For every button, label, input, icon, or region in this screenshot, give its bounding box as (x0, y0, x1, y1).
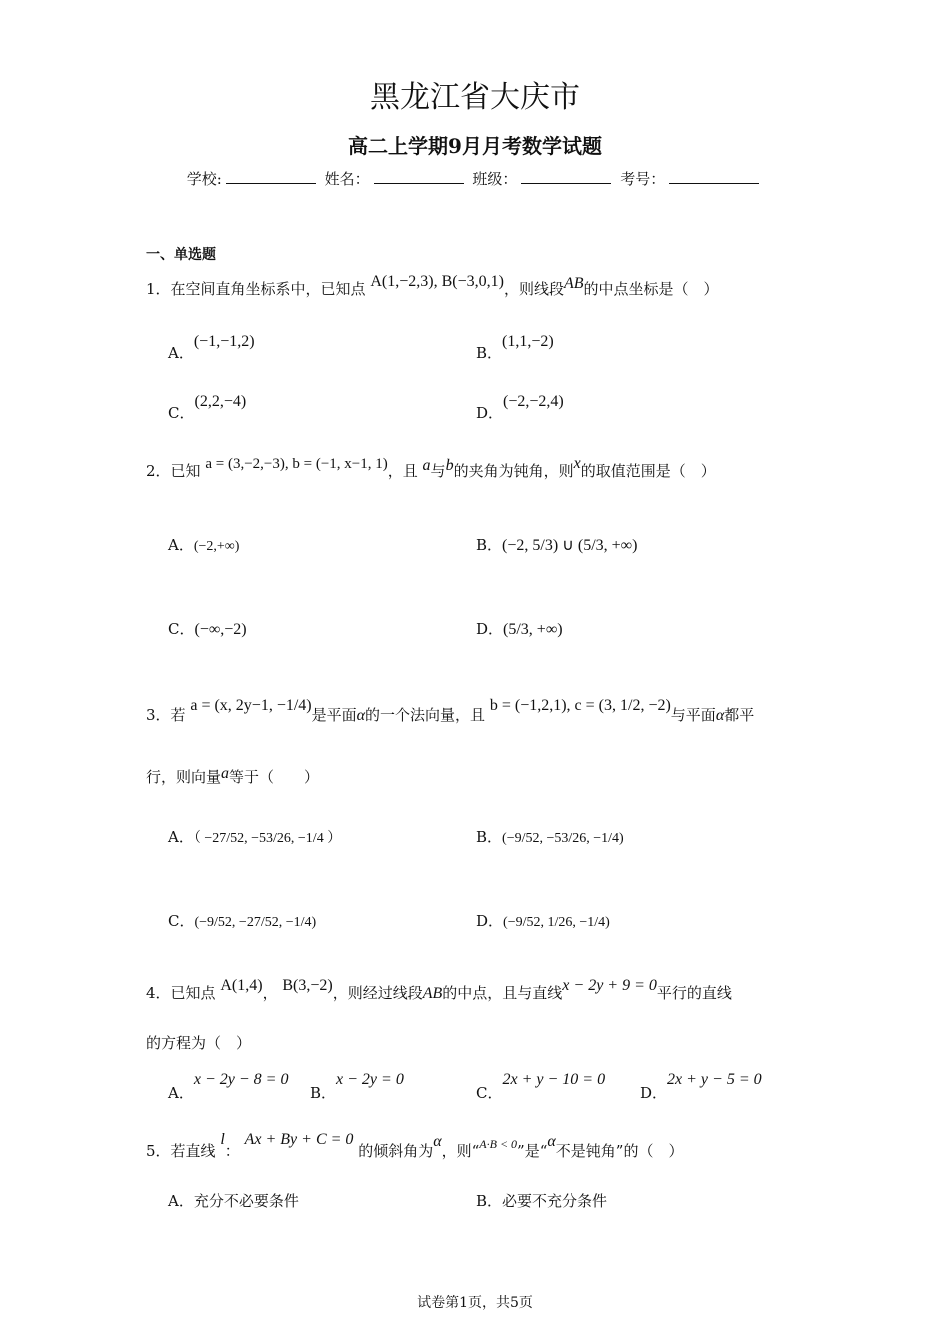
option-value: (2,2,−4) (194, 393, 247, 410)
question-text: 的倾斜角为 (358, 1142, 434, 1160)
question-text: 等于（ ） (229, 768, 320, 786)
question-4 (146, 977, 732, 1003)
question-number: 4． (146, 984, 171, 1002)
question-text: 在空间直角坐标系中，已知点 (170, 280, 366, 298)
math-expression: A(1,−2,3), B(−3,0,1) (370, 273, 504, 290)
segment-ab: AB (422, 985, 443, 1002)
math-expression: a = (x, 2y−1, −1/4) (190, 697, 312, 714)
q3-option-b[interactable] (476, 826, 624, 847)
option-value: (−1,−1,2) (193, 333, 255, 350)
question-text: 的中点坐标是（ ） (583, 280, 719, 298)
class-label: 班级： (472, 170, 518, 188)
question-4-line-2: 的方程为（ ） (146, 1034, 252, 1052)
option-value: 2x + y − 5 = 0 (667, 1071, 762, 1088)
question-5 (146, 1131, 684, 1161)
question-text: ，且 (387, 462, 418, 480)
option-label: A． (168, 536, 194, 554)
option-value: (−9/52, 1/26, −1/4) (503, 915, 610, 930)
point-a: A(1,4) (220, 977, 263, 994)
q4-option-d[interactable] (640, 1068, 762, 1102)
option-value: (−2, 5/3) ∪ (5/3, +∞) (502, 537, 638, 554)
question-3 (146, 697, 755, 725)
option-value: (5/3, +∞) (503, 621, 563, 638)
question-text: 行，则向量 (146, 768, 222, 786)
option-value: (−2,+∞) (193, 539, 240, 554)
question-number: 5． (146, 1142, 171, 1160)
math-expression: AB (563, 275, 584, 292)
plane-alpha: α (715, 707, 725, 724)
line-equation: Ax + By + C = 0 (244, 1131, 354, 1148)
q4-option-c[interactable] (476, 1068, 606, 1102)
question-text: 已知点 (170, 984, 216, 1002)
option-label: A． (168, 828, 194, 846)
q1-option-b[interactable] (476, 330, 554, 362)
option-label: D． (476, 404, 504, 422)
option-label: D． (640, 1084, 668, 1102)
q2-option-d[interactable] (476, 618, 563, 639)
option-value: 充分不必要条件 (193, 1192, 299, 1210)
option-label: A． (168, 1084, 194, 1102)
option-label: A． (168, 344, 194, 362)
vector-a: a (422, 457, 431, 474)
question-text: 的一个法向量，且 (365, 706, 486, 724)
math-expression: b = (−1,2,1), c = (3, 1/2, −2) (489, 697, 671, 714)
option-label: B． (310, 1084, 337, 1102)
question-3-line-2 (146, 766, 319, 787)
question-2 (146, 455, 716, 481)
question-text: ， (262, 984, 278, 1002)
line-l: l (220, 1131, 225, 1148)
option-value: x − 2y = 0 (336, 1071, 404, 1088)
option-label: D． (476, 912, 504, 930)
question-text: ，则线段 (503, 280, 564, 298)
vector-a: a (221, 765, 230, 782)
question-number: 1． (146, 280, 171, 298)
angle-alpha: α (433, 1133, 442, 1150)
question-text: 是平面 (311, 706, 357, 724)
q5-option-a[interactable] (168, 1190, 299, 1211)
q2-option-a[interactable] (168, 534, 239, 555)
question-text: 若 (170, 706, 186, 724)
question-text: 与平面 (670, 706, 716, 724)
q4-option-a[interactable] (168, 1068, 289, 1102)
question-number: 2． (146, 462, 171, 480)
q3-option-c[interactable] (168, 910, 316, 931)
option-value: (1,1,−2) (502, 333, 554, 350)
option-label: A． (168, 1192, 194, 1210)
question-text: 的中点，且与直线 (442, 984, 563, 1002)
line-equation: x − 2y + 9 = 0 (562, 977, 657, 994)
q5-option-b[interactable] (476, 1190, 607, 1211)
math-expression: a = (3,−2,−3), b = (−1, x−1, 1) (205, 456, 388, 472)
q4-option-b[interactable] (310, 1068, 404, 1102)
condition-expression: A·B < 0 (479, 1137, 518, 1151)
question-1 (146, 273, 719, 299)
q1-option-a[interactable] (168, 330, 255, 362)
question-text: 若直线 (170, 1142, 216, 1160)
option-label: C． (168, 620, 195, 638)
q1-option-d[interactable] (476, 390, 564, 422)
question-text: 的取值范围是（ ） (580, 462, 716, 480)
question-text: ，则“ (441, 1142, 480, 1160)
option-value: 必要不充分条件 (502, 1192, 608, 1210)
question-text: ，则经过线段 (332, 984, 423, 1002)
point-b: B(3,−2) (282, 977, 333, 994)
option-label: C． (476, 1084, 503, 1102)
question-text: 与 (430, 462, 446, 480)
exam-title: 高二上学期9月月考数学试题 (348, 134, 602, 158)
question-text: 都平 (724, 706, 755, 724)
q3-option-d[interactable] (476, 910, 610, 931)
q3-option-a[interactable] (168, 826, 341, 847)
question-number: 3． (146, 706, 171, 724)
option-value: (−∞,−2) (194, 621, 247, 638)
option-label: B． (476, 828, 503, 846)
option-value: (−2,−2,4) (503, 393, 564, 410)
student-info-line (0, 168, 950, 189)
option-label: B． (476, 1192, 503, 1210)
q2-option-b[interactable] (476, 534, 637, 555)
school-label: 学校: (186, 170, 222, 188)
option-value: (−9/52, −27/52, −1/4) (194, 915, 317, 930)
school-blank[interactable] (226, 169, 316, 184)
class-blank[interactable] (521, 169, 611, 184)
question-text: 的夹角为钝角，则 (453, 462, 574, 480)
question-text: 已知 (170, 462, 201, 480)
variable-x: x (573, 455, 581, 472)
exam-number-blank[interactable] (669, 169, 759, 184)
option-label: C． (168, 404, 195, 422)
angle-alpha: α (547, 1133, 556, 1150)
question-text: ： (224, 1142, 240, 1160)
question-text: 平行的直线 (656, 984, 732, 1002)
exam-number-label: 考号： (620, 170, 666, 188)
name-blank[interactable] (374, 169, 464, 184)
option-value: 2x + y − 10 = 0 (502, 1071, 606, 1088)
option-label: B． (476, 344, 503, 362)
exam-region-title: 黑龙江省大庆市 (370, 80, 580, 115)
option-value: （ −27/52, −53/26, −1/4 ） (193, 831, 342, 846)
option-value: (−9/52, −53/26, −1/4) (502, 831, 624, 846)
question-text: ”是“ (517, 1142, 548, 1160)
vector-b: b (445, 457, 454, 474)
option-label: D． (476, 620, 504, 638)
option-label: C． (168, 912, 195, 930)
q2-option-c[interactable] (168, 618, 247, 639)
option-value: x − 2y − 8 = 0 (193, 1071, 289, 1088)
q1-option-c[interactable] (168, 390, 247, 422)
name-label: 姓名： (324, 170, 370, 188)
page-footer: 试卷第1页，共5页 (417, 1295, 533, 1311)
question-text: 不是钝角”的（ ） (555, 1142, 684, 1160)
option-label: B． (476, 536, 503, 554)
plane-alpha: α (356, 707, 366, 724)
section-heading: 一、单选题 (146, 247, 216, 263)
